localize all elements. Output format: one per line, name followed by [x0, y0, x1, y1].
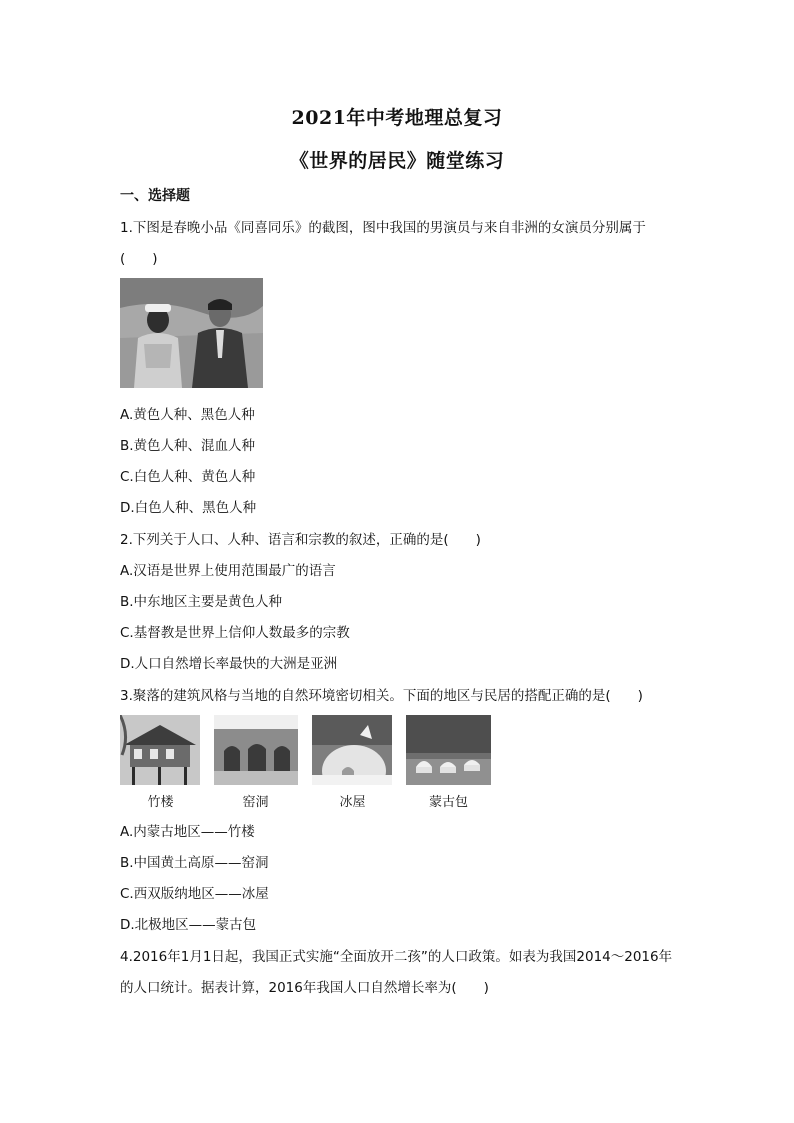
- q2-option-b: B.中东地区主要是黄色人种: [120, 594, 283, 610]
- q1-option-d: D.白色人种、黑色人种: [120, 500, 257, 516]
- q3-stem: 3.聚落的建筑风格与当地的自然环境密切相关。下面的地区与民居的搭配正确的是( ): [120, 688, 643, 704]
- yurt-illustration: [406, 715, 491, 785]
- q1-stem: 1.下图是春晚小品《同喜同乐》的截图，图中我国的男演员与来自非洲的女演员分别属于: [120, 220, 646, 236]
- cave-dwelling-illustration: [214, 715, 298, 785]
- q3-photo-igloo: [312, 715, 392, 785]
- q1-photo: [120, 278, 263, 388]
- section-heading: 一、选择题: [120, 188, 190, 204]
- q3-photo-bamboo-house: [120, 715, 200, 785]
- q3-photo-yurt: [406, 715, 491, 785]
- q3-option-a: A.内蒙古地区——竹楼: [120, 824, 255, 840]
- q1-paren: ( ): [120, 251, 158, 267]
- page-title: 2021年中考地理总复习: [291, 107, 503, 129]
- q2-option-c: C.基督教是世界上信仰人数最多的宗教: [120, 625, 350, 641]
- q3-caption-bamboo-house: 竹楼: [147, 795, 174, 810]
- q1-option-c: C.白色人种、黄色人种: [120, 469, 256, 485]
- q4-stem-line1: 4.2016年1月1日起，我国正式实施“全面放开二孩”的人口政策。如表为我国2014～2016年: [120, 949, 673, 965]
- bamboo-house-illustration: [120, 715, 200, 785]
- q4-stem-line2: 的人口统计。据表计算，2016年我国人口自然增长率为( ): [120, 980, 489, 996]
- q1-option-a: A.黄色人种、黑色人种: [120, 407, 255, 423]
- q1-option-b: B.黄色人种、混血人种: [120, 438, 256, 454]
- q3-caption-igloo: 冰屋: [339, 795, 366, 810]
- q3-caption-cave-dwelling: 窑洞: [242, 795, 269, 810]
- page-subtitle: 《世界的居民》随堂练习: [289, 150, 505, 172]
- q3-option-b: B.中国黄土高原——窑洞: [120, 855, 269, 871]
- q3-option-c: C.西双版纳地区——冰屋: [120, 886, 269, 902]
- q2-option-d: D.人口自然增长率最快的大洲是亚洲: [120, 656, 338, 672]
- q2-option-a: A.汉语是世界上使用范围最广的语言: [120, 563, 336, 579]
- q2-stem: 2.下列关于人口、人种、语言和宗教的叙述，正确的是( ): [120, 532, 481, 548]
- q3-photo-cave-dwelling: [214, 715, 298, 785]
- q3-option-d: D.北极地区——蒙古包: [120, 917, 257, 933]
- igloo-illustration: [312, 715, 392, 785]
- q1-photo-illustration: [120, 278, 263, 388]
- q3-caption-yurt: 蒙古包: [428, 795, 468, 810]
